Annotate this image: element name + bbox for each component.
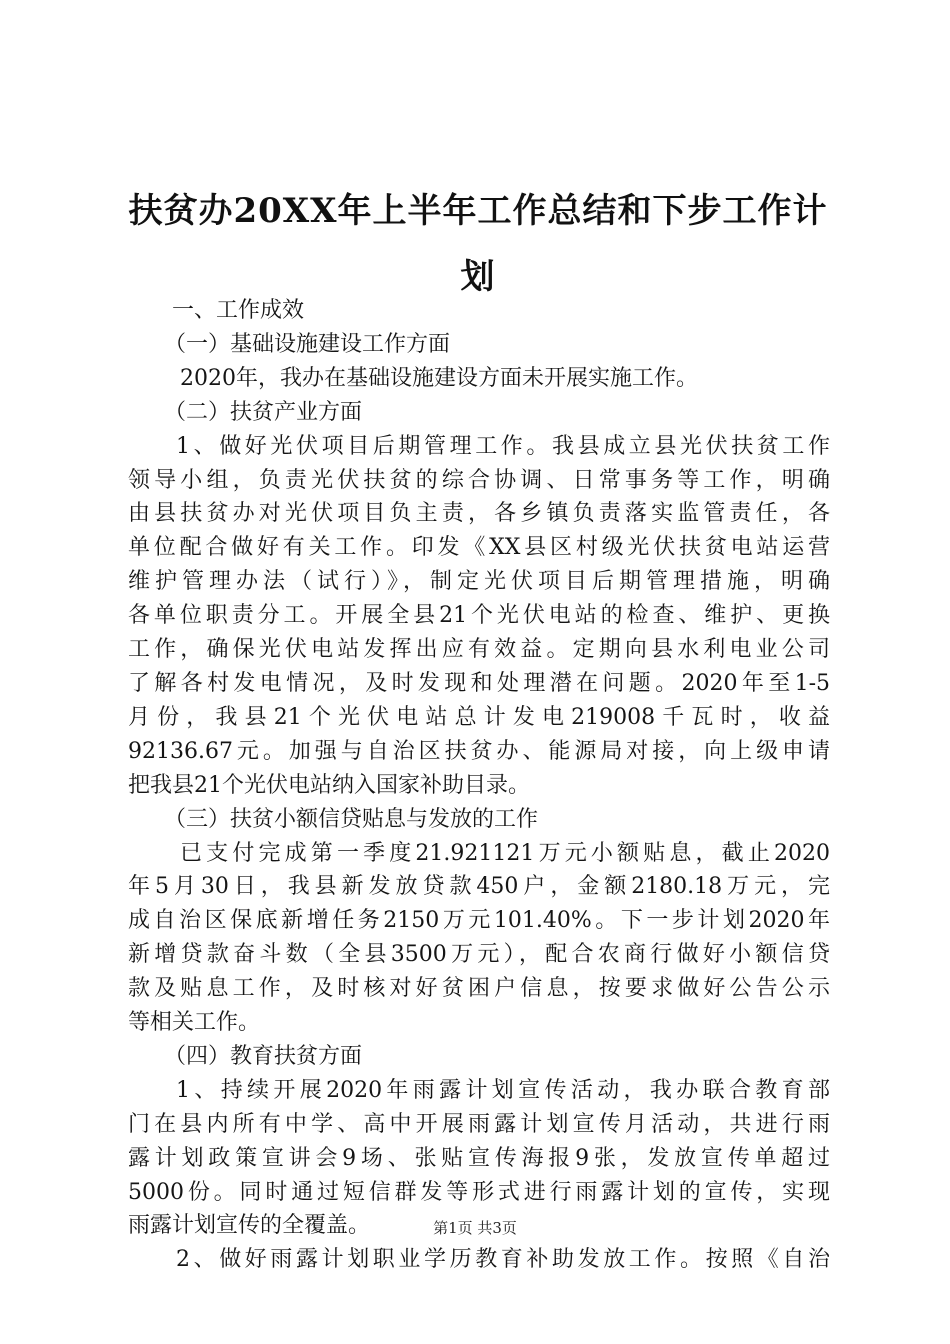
paragraph-line: 把我县21个光伏电站纳入国家补助目录。 (128, 772, 530, 798)
paragraph-line: 1、做好光伏项目后期管理工作。我县成立县光伏扶贫工作 (176, 433, 830, 459)
paragraph-line: 门在县内所有中学、高中开展雨露计划宣传月活动，共进行雨 (128, 1111, 830, 1137)
paragraph-line: 2020年，我办在基础设施建设方面未开展实施工作。 (180, 365, 698, 391)
paragraph-line: 新增贷款奋斗数（全县3500万元），配合农商行做好小额信贷 (128, 942, 830, 968)
paragraph-line: 年5月30日，我县新发放贷款450户，金额2180.18万元，完 (128, 874, 830, 900)
paragraph-line: 5000份。同时通过短信群发等形式进行雨露计划的宣传，实现 (128, 1179, 830, 1205)
paragraph-line: 成自治区保底新增任务2150万元101.40%。下一步计划2020年 (128, 908, 830, 934)
paragraph-line: 2、做好雨露计划职业学历教育补助发放工作。按照《自治 (176, 1247, 830, 1273)
paragraph-line: 单位配合做好有关工作。印发《XX县区村级光伏扶贫电站运营 (128, 535, 830, 561)
paragraph-line: 等相关工作。 (128, 1010, 261, 1036)
paragraph-line: 由县扶贫办对光伏项目负主责，各乡镇负责落实监管责任，各 (128, 501, 830, 527)
subsection-heading: （四）教育扶贫方面 (164, 1043, 363, 1069)
subsection-heading: （二）扶贫产业方面 (164, 399, 363, 425)
paragraph-line: 款及贴息工作，及时核对好贫困户信息，按要求做好公告公示 (128, 976, 830, 1002)
document-title: 扶贫办20XX年上半年工作总结和下步工作计划 (128, 191, 828, 297)
paragraph-line: 了解各村发电情况，及时发现和处理潜在问题。2020年至1-5 (128, 670, 830, 696)
page-number-footer: 第1页 共3页 (433, 1219, 517, 1237)
document-body (128, 294, 830, 1277)
paragraph-line: 露计划政策宣讲会9场、张贴宣传海报9张，发放宣传单超过 (128, 1145, 830, 1171)
paragraph-line: 工作，确保光伏电站发挥出应有效益。定期向县水利电业公司 (128, 637, 830, 663)
section-heading: 一、工作成效 (172, 298, 305, 323)
paragraph-line: 1、持续开展2020年雨露计划宣传活动，我办联合教育部 (176, 1077, 830, 1103)
subsection-heading: （三）扶贫小额信贷贴息与发放的工作 (164, 806, 539, 832)
paragraph-line: 领导小组，负责光伏扶贫的综合协调、日常事务等工作，明确 (128, 467, 830, 493)
paragraph-line: 各单位职责分工。开展全县21个光伏电站的检查、维护、更换 (128, 603, 830, 629)
paragraph-line: 已支付完成第一季度21.921121万元小额贴息，截止2020 (180, 840, 830, 866)
paragraph-line: 维护管理办法（试行）》，制定光伏项目后期管理措施，明确 (128, 569, 830, 595)
paragraph-line: 92136.67元。加强与自治区扶贫办、能源局对接，向上级申请 (128, 738, 830, 764)
paragraph-line: 雨露计划宣传的全覆盖。 (128, 1213, 371, 1239)
paragraph-line: 月份，我县21个光伏电站总计发电219008千瓦时，收益 (128, 704, 830, 730)
subsection-heading: （一）基础设施建设工作方面 (164, 331, 451, 357)
